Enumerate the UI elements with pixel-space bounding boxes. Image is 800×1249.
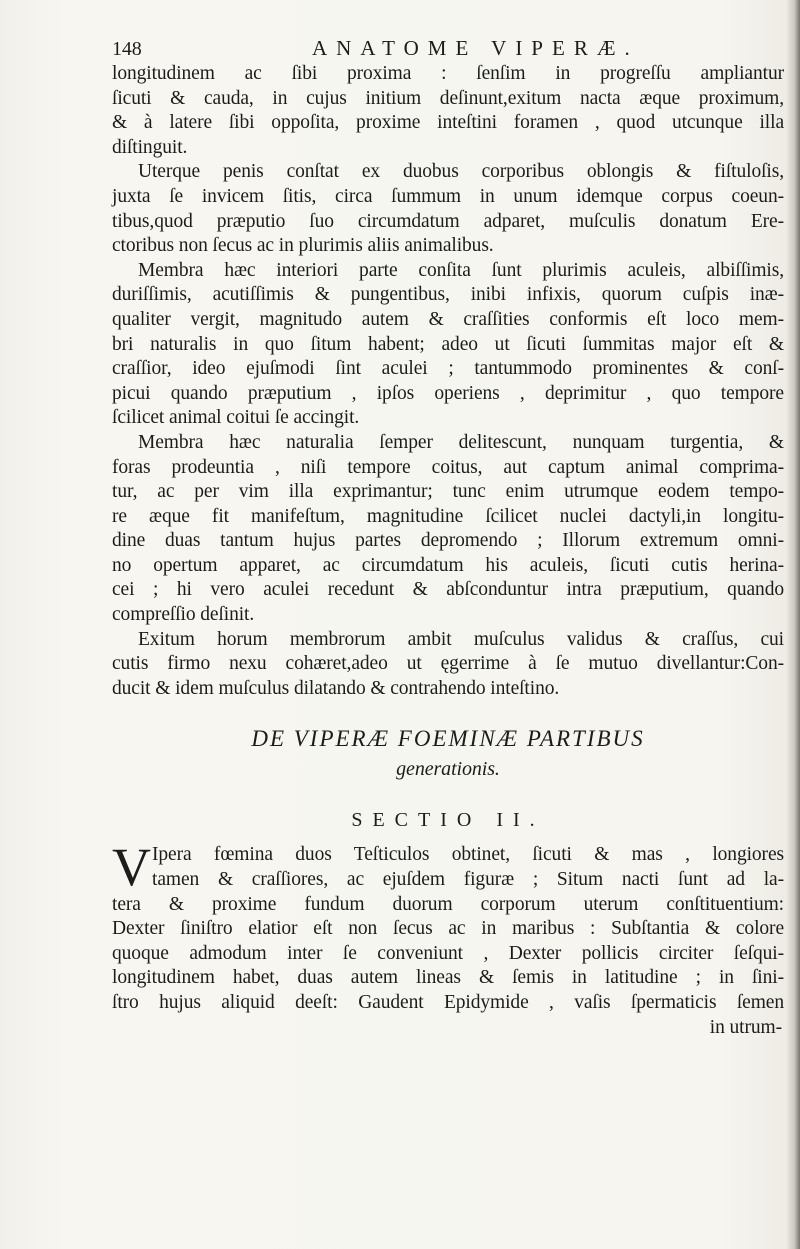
text-line: & à latere ſibi oppoſita, proxime inteſtini foramen , quod utcunque illa [112, 112, 784, 134]
text-line: foras prodeuntia , niſi tempore coitus, aut captum animal comprima- [112, 456, 784, 478]
text-line: Dexter ſiniſtro elatior eſt non ſecus ac in maribus : Subſtantia & colore [112, 918, 784, 940]
section-subtitle: generationis. [396, 758, 500, 781]
text-line: Membra hæc interiori parte conſita ſunt plurimis aculeis, albiſſimis, [138, 259, 784, 281]
catchword: in utrum- [709, 1016, 782, 1038]
text-line: Ipera fœmina duos Teſticulos obtinet, ſicuti & mas , longiores [152, 844, 784, 866]
text-line: Uterque penis conſtat ex duobus corporibus oblongis & fiſtuloſis, [138, 161, 784, 183]
paragraph-5 [112, 628, 784, 702]
running-title: ANATOME VIPERÆ. [312, 36, 639, 60]
text-line: ſcilicet animal coitui ſe accingit. [112, 407, 360, 429]
text-line: Membra hæc naturalia ſemper delitescunt, nunquam turgentia, & [138, 431, 784, 453]
section-title: DE VIPERÆ FOEMINÆ PARTIBUS [251, 726, 645, 752]
text-line: quoque admodum inter ſe conveniunt , Dexter pollicis circiter ſeſqui- [112, 942, 784, 964]
text-line: re æque fit manifeſtum, magnitudine ſcilicet nuclei dactyli,in longitu- [112, 505, 784, 527]
text-line: tur, ac per vim illa exprimantur; tunc enim utrumque eodem tempo- [112, 481, 784, 503]
paragraph-3 [112, 259, 784, 431]
paragraph-1 [112, 62, 784, 160]
text-line: longitudinem habet, duas autem lineas & ſemis in latitudine ; in ſini- [112, 967, 784, 989]
paragraph-2 [112, 160, 784, 258]
text-line: picui quando præputium , ipſos operiens , deprimitur , quo tempore [112, 382, 784, 404]
page-header [112, 36, 784, 62]
text-line: craſſior, ideo ejuſmodi ſint aculei ; tantummodo prominentes & conſ- [112, 358, 784, 380]
paragraph-4 [112, 431, 784, 628]
text-line: compreſſio deſinit. [112, 604, 255, 626]
text-line: diſtinguit. [112, 136, 188, 158]
text-line: ſicuti & cauda, in cujus initium deſinunt,exitum nacta æque proximum, [112, 87, 784, 109]
page-edge-shadow [786, 0, 800, 1249]
text-line: juxta ſe invicem ſitis, circa ſummum in unum idemque corpus coeun- [112, 185, 784, 207]
text-block [112, 36, 784, 1040]
text-line: qualiter vergit, magnitudo autem & craſſities conformis eſt loco mem- [112, 308, 784, 330]
text-line: ctoribus non ſecus ac in plurimis aliis animalibus. [112, 235, 494, 257]
text-line: no opertum apparet, ac circumdatum his aculeis, ſicuti cutis herina- [112, 554, 784, 576]
page-number: 148 [112, 38, 142, 60]
text-line: Exitum horum membrorum ambit muſculus validus & craſſus, cui [138, 628, 784, 650]
text-line: longitudinem ac ſibi proxima : ſenſim in progreſſu ampliantur [112, 63, 784, 84]
text-line: dine duas tantum hujus partes depromendo ; Illorum extremum omni- [112, 530, 784, 552]
paragraph-6 [112, 837, 784, 1040]
text-line: cei ; hi vero aculei recedunt & abſconduntur intra præputium, quando [112, 579, 784, 601]
text-line: tibus,quod præputio ſuo circumdatum adparet, muſculis donatum Ere- [112, 210, 784, 232]
text-line: cutis firmo nexu cohæret,adeo ut ęgerrime à ſe mutuo divellantur:Con- [112, 653, 784, 675]
text-line: bri naturalis in quo ſitum habent; adeo ut ſicuti ſummitas major eſt & [112, 333, 784, 355]
text-line: duriſſimis, acutiſſimis & pungentibus, inibi infixis, quorum cuſpis inæ- [112, 284, 784, 306]
text-line: tera & proxime fundum duorum corporum uterum conſtituentium: [112, 893, 784, 915]
text-line: ſtro hujus aliquid deeſt: Gaudent Epidymide , vaſis ſpermaticis ſemen [112, 992, 784, 1013]
section-number: SECTIO II. [351, 809, 545, 832]
text-line: ducit & idem muſculus dilatando & contrahendo inteſtino. [112, 677, 560, 699]
text-line: tamen & craſſiores, ac ejuſdem figuræ ; Situm nacti ſunt ad la- [152, 869, 784, 891]
drop-cap: V [112, 837, 151, 898]
